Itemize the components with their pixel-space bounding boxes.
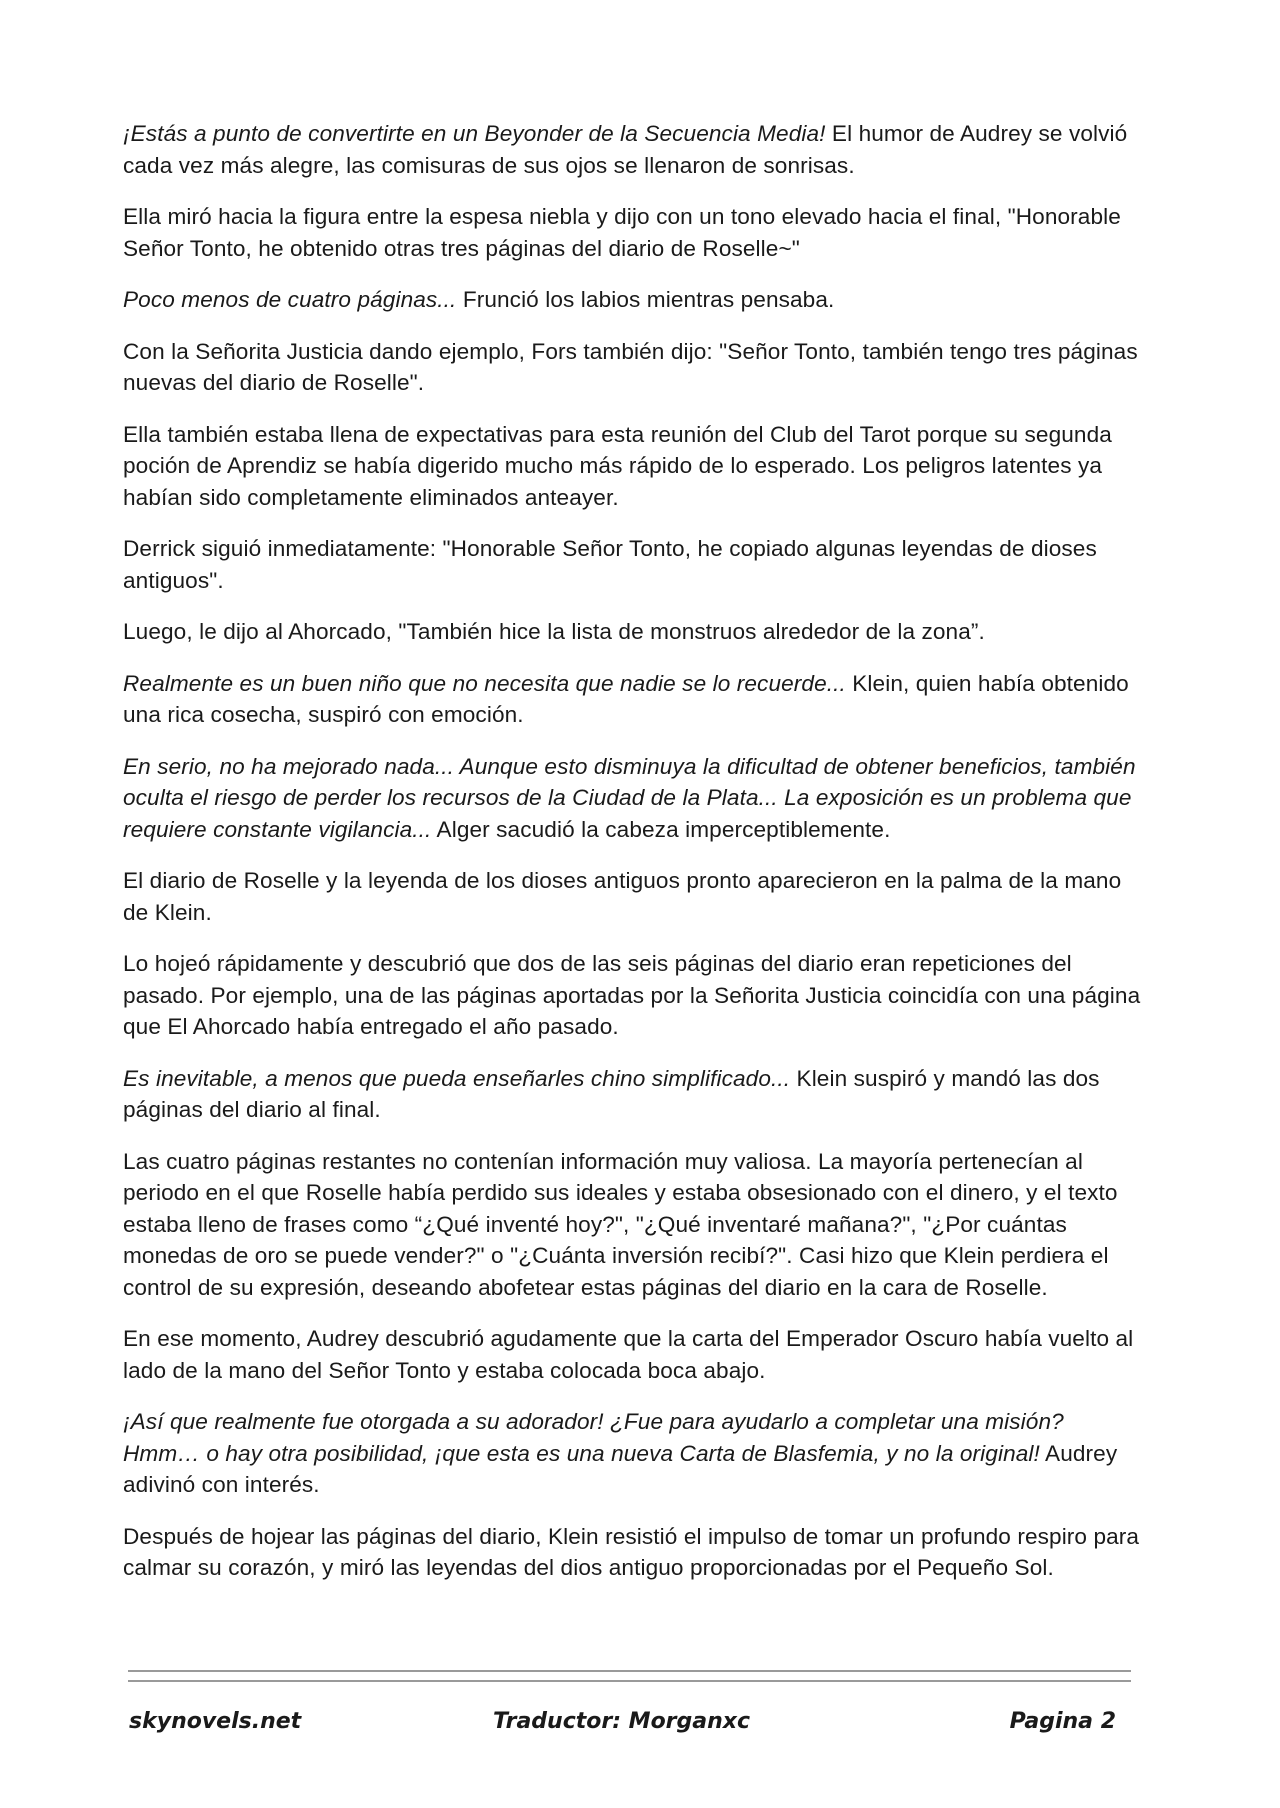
document-body [123,118,1143,1604]
narrative-text: Audrey adivinó con interés. [123,1440,1118,1497]
narrative-text: Frunció los labios mientras pensaba. [456,287,835,312]
paragraph [123,336,1143,399]
narrative-text: Ella también estaba llena de expectativas para esta reunión del Club del Tarot porque su segunda poción de Aprendiz se había digerido mucho más rápido de lo esperado. Los peligros latentes ya habían sido completamente eliminados anteayer. [123,421,1112,510]
paragraph [123,865,1143,928]
paragraph [123,533,1143,596]
narrative-text: Klein suspiró y mandó las dos páginas del diario al final. [123,1065,1100,1122]
paragraph [123,948,1143,1043]
italic-thought-text: Es inevitable, a menos que pueda enseñarles chino simplificado... [123,1065,791,1091]
paragraph [123,1323,1143,1386]
narrative-text: Lo hojeó rápidamente y descubrió que dos de las seis páginas del diario eran repeticiones del pasado. Por ejemplo, una de las páginas aportadas por la Señorita Justicia coincidía con una página que El Ahorcado había entregado el año pasado. [123,951,1141,1039]
narrative-text: Alger sacudió la cabeza imperceptiblemente. [431,816,891,842]
paragraph [123,118,1143,181]
narrative-text: Después de hojear las páginas del diario, Klein resistió el impulso de tomar un profundo respiro para calmar su corazón, y miró las leyendas del dios antiguo proporcionadas por el Pequeño Sol. [123,1523,1140,1580]
paragraph [123,1521,1143,1584]
footer-site: skynovels.net [129,1709,302,1734]
paragraph [123,1406,1143,1501]
italic-thought-text: En serio, no ha mejorado nada... Aunque esto disminuya la dificultad de obtener beneficios, también oculta el riesgo de perder los recursos de la Ciudad de la Plata... La exposición es un problema que requiere constante vigilancia... [123,753,1136,842]
footer-rule-top [128,1670,1131,1672]
paragraph [123,751,1143,846]
narrative-text: El diario de Roselle y la leyenda de los dioses antiguos pronto aparecieron en la palma de la mano de Klein. [123,868,1122,925]
narrative-text: En ese momento, Audrey descubrió agudamente que la carta del Emperador Oscuro había vuelto al lado de la mano del Señor Tonto y estaba colocada boca abajo. [123,1326,1134,1383]
italic-thought-text: Realmente es un buen niño que no necesita que nadie se lo recuerde... [123,670,846,696]
narrative-text: Derrick siguió inmediatamente: "Honorable Señor Tonto, he copiado algunas leyendas de dioses antiguos". [123,536,1097,593]
narrative-text: El humor de Audrey se volvió cada vez más alegre, las comisuras de sus ojos se llenaron de sonrisas. [123,121,1128,178]
narrative-text: Ella miró hacia la figura entre la espesa niebla y dijo con un tono elevado hacia el final, "Honorable Señor Tonto, he obtenido otras tres páginas del diario de Roselle~" [123,204,1121,261]
narrative-text: Klein, quien había obtenido una rica cosecha, suspiró con emoción. [123,670,1129,727]
italic-thought-text: ¡Estás a punto de convertirte en un Beyonder de la Secuencia Media! [123,121,826,146]
narrative-text: Luego, le dijo al Ahorcado, "También hice la lista de monstruos alrededor de la zona”. [123,619,985,644]
paragraph [123,201,1143,264]
paragraph [123,616,1143,648]
footer-translator: Traductor: Morganxc [493,1709,751,1734]
narrative-text: Las cuatro páginas restantes no contenían información muy valiosa. La mayoría pertenecían al periodo en el que Roselle había perdido sus ideales y estaba obsesionado con el dinero, y el texto estaba lleno de frases como “¿Qué inventé hoy?", "¿Qué inventaré mañana?", "¿Por cuántas monedas de oro se puede vender?" o "¿Cuánta inversión recibí?". Casi hizo que Klein perdiera el control de su expresión, deseando abofetear estas páginas del diario en la cara de Roselle. [123,1148,1118,1300]
paragraph [123,284,1143,316]
italic-thought-text: ¡Así que realmente fue otorgada a su adorador! ¿Fue para ayudarlo a completar una misión? Hmm… o hay otra posibilidad, ¡que esta es una nueva Carta de Blasfemia, y no la original! [123,1409,1064,1466]
footer-page-number: Pagina 2 [1009,1709,1116,1734]
footer-rule-bottom [128,1680,1131,1682]
paragraph [123,668,1143,731]
paragraph [123,419,1143,514]
paragraph [123,1146,1143,1304]
narrative-text: Con la Señorita Justicia dando ejemplo, Fors también dijo: "Señor Tonto, también tengo tres páginas nuevas del diario de Roselle". [123,338,1138,395]
paragraph [123,1063,1143,1126]
italic-thought-text: Poco menos de cuatro páginas... [123,287,457,312]
